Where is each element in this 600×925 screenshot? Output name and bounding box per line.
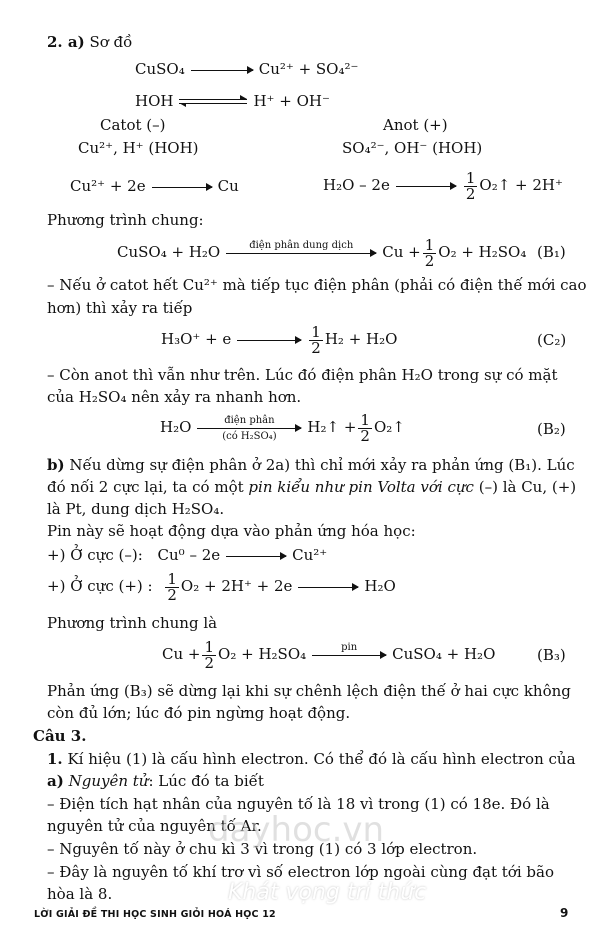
overall-equation-title: Phương trình chung là [47,614,218,632]
p2-line2: của H₂SO₄ nên xảy ra nhanh hơn. [47,388,302,406]
equation-b3 [162,639,495,671]
arrow-electrolysis-icon [197,414,301,442]
b-line1 [47,456,575,474]
cathode-left: Cu²⁺ + 2e [70,177,146,195]
tag-c2: (C₂) [537,331,567,349]
b-line2-italic: pin kiểu như pin Volta với cực [248,478,474,496]
neg-left: Cu⁰ – 2e [157,546,221,564]
pos-left: O₂ + 2H⁺ + 2e [180,577,293,595]
b3-right: CuSO₄ + H₂O [392,645,496,663]
end-line1: Phản ứng (B₃) sẽ dừng lại khi sự chênh lệch điện thế ở hai cực không [47,682,571,700]
b1-left: CuSO₄ + H₂O [117,243,221,261]
q3-a-italic: Nguyên tử [68,772,149,790]
fraction-half: $\frac{1}{2}$ [360,410,370,445]
b2-arrow-top: điện phân [224,414,275,426]
arrow-right-icon [226,556,286,557]
q3-d3-line2: hòa là 8. [47,885,113,903]
p2-line1: – Còn anot thì vẫn như trên. Lúc đó điện phân H₂O trong sự có mặt [47,366,558,384]
b3-arrow-label: pin [341,641,358,653]
negative-electrode-reaction [47,546,327,564]
tag-b1: (B₁) [537,243,566,261]
cathode-species: Cu²⁺, H⁺ (HOH) [78,139,199,157]
watermark-title: dayhoc.vn [208,810,385,850]
p1-line1: – Nếu ở catot hết Cu²⁺ mà tiếp tục điện phân (phải có điện thế mới cao [47,276,587,294]
c2-right: H₂ + H₂O [324,330,398,348]
dissociation-cuso4 [135,60,358,78]
arrow-right-icon [298,587,358,588]
q3-a-rest: : Lúc đó ta biết [148,772,264,790]
equilibrium-arrow-icon [179,98,247,106]
q2-heading-text: Sơ đồ [89,33,133,51]
b-label: b) [47,456,65,474]
q2-heading [47,33,132,51]
general-equation-title: Phương trình chung: [47,211,204,229]
b2-left: H₂O [160,418,192,436]
q3-a-line [47,772,264,790]
b-line4: Pin này sẽ hoạt động dựa vào phản ứng hóa học: [47,522,416,540]
equation-b1 [117,237,526,269]
equation-c2 [161,324,397,356]
equation-b2 [160,412,405,444]
fraction-half: $\frac{1}{2}$ [424,235,435,270]
b-line2 [47,478,576,496]
b3-left-b: O₂ + H₂SO₄ [218,645,307,663]
neg-label: +) Ở cực (–): [47,546,143,564]
b-line2-a: đó nối 2 cực lại, ta có một [47,478,244,496]
q3-a-label: a) [47,772,64,790]
b-line1-text: Nếu dừng sự điện phân ở 2a) thì chỉ mới xảy ra phản ứng (B₁). Lúc [69,456,575,474]
pos-right: H₂O [364,577,396,595]
q3-d1-line2: nguyên tử của nguyên tố Ar. [47,817,262,835]
pos-label: +) Ở cực (+) : [47,577,153,595]
arrow-right-icon [237,340,301,341]
anode-label: Anot (+) [383,116,448,134]
anode-reaction [323,170,563,202]
end-line2: còn đủ lớn; lúc đó pin ngừng hoạt động. [47,704,351,722]
page-number: 9 [560,906,569,920]
q3-d2: – Nguyên tố này ở chu kì 3 vì trong (1) có 3 lớp electron. [47,840,478,858]
diss1-left: CuSO₄ [135,60,185,78]
c2-left: H₃O⁺ + e [161,330,232,348]
b3-left-a: Cu + [162,645,201,663]
arrow-electrolysis-icon [226,239,376,254]
fraction-half: $\frac{1}{2}$ [311,322,321,357]
b-line3: là Pt, dung dịch H₂SO₄. [47,500,225,518]
fraction-half: $\frac{1}{2}$ [167,569,177,604]
diss1-right: Cu²⁺ + SO₄²⁻ [258,60,359,78]
b2-right-a: H₂↑ + [307,418,357,436]
q2-heading-num: 2. a) [47,33,85,51]
cathode-right: Cu [217,177,239,195]
b1-right-a: Cu + [382,243,421,261]
neg-right: Cu²⁺ [292,546,328,564]
footer-title: LỜI GIẢI ĐỀ THI HỌC SINH GIỎI HOÁ HỌC 12 [34,909,276,920]
q3-item1-text: Kí hiệu (1) là cấu hình electron. Có thể đó là cấu hình electron của [67,750,576,768]
cathode-label: Catot (–) [100,116,166,134]
diss2-left: HOH [135,92,174,110]
arrow-right-icon [152,187,212,188]
b1-right-b: O₂ + H₂SO₄ [438,243,527,261]
cathode-reaction [70,177,239,195]
q3-d1-line1: – Điện tích hạt nhân của nguyên tố là 18 vì trong (1) có 18e. Đó là [47,795,550,813]
fraction-half: $\frac{1}{2}$ [465,168,476,203]
q3-item1 [47,750,576,768]
tag-b3: (B₃) [537,646,566,664]
anode-species: SO₄²⁻, OH⁻ (HOH) [342,139,483,157]
b2-arrow-bottom: (có H₂SO₄) [222,430,277,442]
positive-electrode-reaction [47,571,396,603]
b-line2-c: (–) là Cu, (+) [478,478,577,496]
arrow-right-icon [191,70,253,71]
p1-line2: hơn) thì xảy ra tiếp [47,299,193,317]
q3-item1-num: 1. [47,750,63,768]
anode-left: H₂O – 2e [323,176,390,194]
q3-d3-line1: – Đây là nguyên tố khí trơ vì số electron lớp ngoài cùng đạt tới bão [47,863,554,881]
arrow-right-icon [396,186,456,187]
watermark-tagline: Khát vọng tri thức [228,880,427,905]
arrow-pin-icon [312,641,386,656]
q3-title: Câu 3. [33,727,87,745]
tag-b2: (B₂) [537,420,566,438]
diss2-right: H⁺ + OH⁻ [253,92,330,110]
anode-right: O₂↑ + 2H⁺ [479,176,563,194]
b2-right-b: O₂↑ [373,418,405,436]
dissociation-water [135,92,330,110]
b1-arrow-label: điện phân dung dịch [249,239,354,251]
fraction-half: $\frac{1}{2}$ [204,637,215,672]
